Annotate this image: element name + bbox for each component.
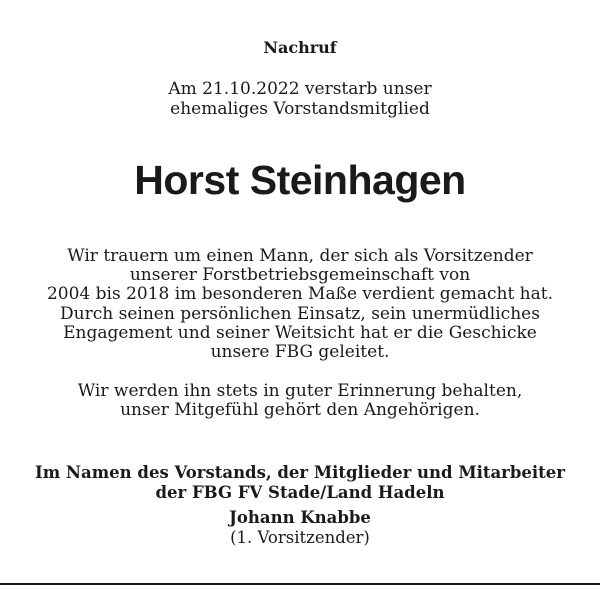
signoff-text: [0, 463, 600, 503]
tribute-line: 2004 bis 2018 im besonderen Maße verdient gemacht hat.: [46, 284, 553, 305]
tribute-line: Wir trauern um einen Mann, der sich als Vorsitzender: [67, 246, 533, 266]
condolence-paragraph: [0, 382, 600, 420]
condolence-line: unser Mitgefühl gehört den Angehörigen.: [120, 400, 480, 421]
deceased-name: Horst Steinhagen: [134, 157, 466, 203]
notice-heading: Nachruf: [263, 38, 337, 57]
intro-line: Am 21.10.2022 verstarb unser: [168, 79, 432, 99]
condolence-line: Wir werden ihn stets in guter Erinnerung behalten,: [77, 381, 523, 401]
intro-text: [0, 79, 600, 119]
signer-role: (1. Vorsitzender): [230, 528, 370, 547]
tribute-line: Engagement und seiner Weitsicht hat er die Geschicke: [63, 322, 537, 343]
signer-name: Johann Knabbe: [229, 508, 371, 527]
tribute-line: unsere FBG geleitet.: [210, 342, 390, 363]
tribute-line: unserer Forstbetriebsgemeinschaft von: [129, 265, 471, 286]
tribute-paragraph: [0, 247, 600, 362]
tribute-line: Durch seinen persönlichen Einsatz, sein unermüdliches: [60, 303, 540, 324]
bottom-divider: [0, 583, 600, 585]
signoff-line: Im Namen des Vorstands, der Mitglieder und Mitarbeiter: [35, 463, 565, 482]
signoff-line: der FBG FV Stade/Land Hadeln: [155, 483, 445, 502]
intro-line: ehemaliges Vorstandsmitglied: [170, 99, 430, 119]
